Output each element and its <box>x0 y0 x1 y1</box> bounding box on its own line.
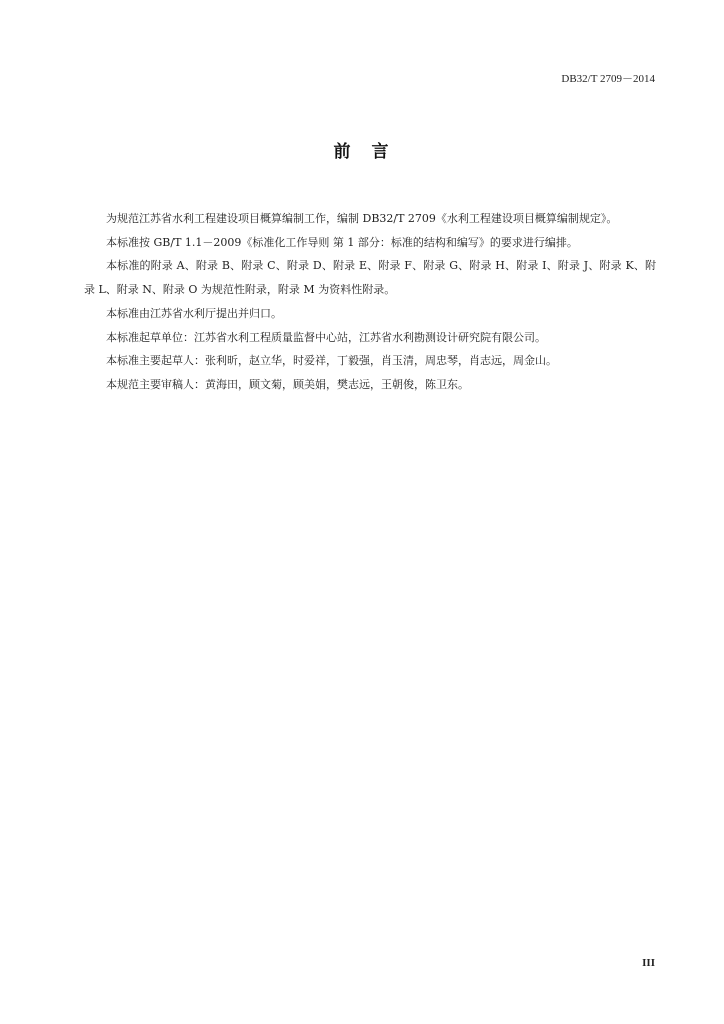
page-title: 前 言 <box>333 142 391 162</box>
paragraph-appendices: 本标准的附录 A、附录 B、附录 C、附录 D、附录 E、附录 F、附录 G、附录 H、附录 I、附录 J、附录 K、附录 L、附录 N、附录 O 为规范性附录，附录 M 为资料性附录。 <box>84 259 656 297</box>
paragraph-drafters: 本标准主要起草人：张利昕，赵立华，时爱祥，丁毅强，肖玉清，周忠琴，肖志远，周金山。 <box>106 354 557 368</box>
paragraph-drafting-rules: 本标准按 GB/T 1.1－2009《标准化工作导则 第 1 部分：标准的结构和编写》的要求进行编排。 <box>106 235 578 249</box>
paragraph-reviewers: 本规范主要审稿人：黄海田，顾文菊，顾美娟，樊志远，王朝俊，陈卫东。 <box>106 377 469 391</box>
paragraph-drafting-units: 本标准起草单位：江苏省水利工程质量监督中心站，江苏省水利勘测设计研究院有限公司。 <box>106 330 546 344</box>
paragraph-purpose: 为规范江苏省水利工程建设项目概算编制工作，编制 DB32/T 2709《水利工程建设项目概算编制规定》。 <box>106 212 618 225</box>
standard-code-header: DB32/T 2709－2014 <box>561 73 655 85</box>
page-number: III <box>642 957 655 969</box>
foreword-body <box>84 207 656 397</box>
paragraph-proposer: 本标准由江苏省水利厅提出并归口。 <box>106 306 282 320</box>
